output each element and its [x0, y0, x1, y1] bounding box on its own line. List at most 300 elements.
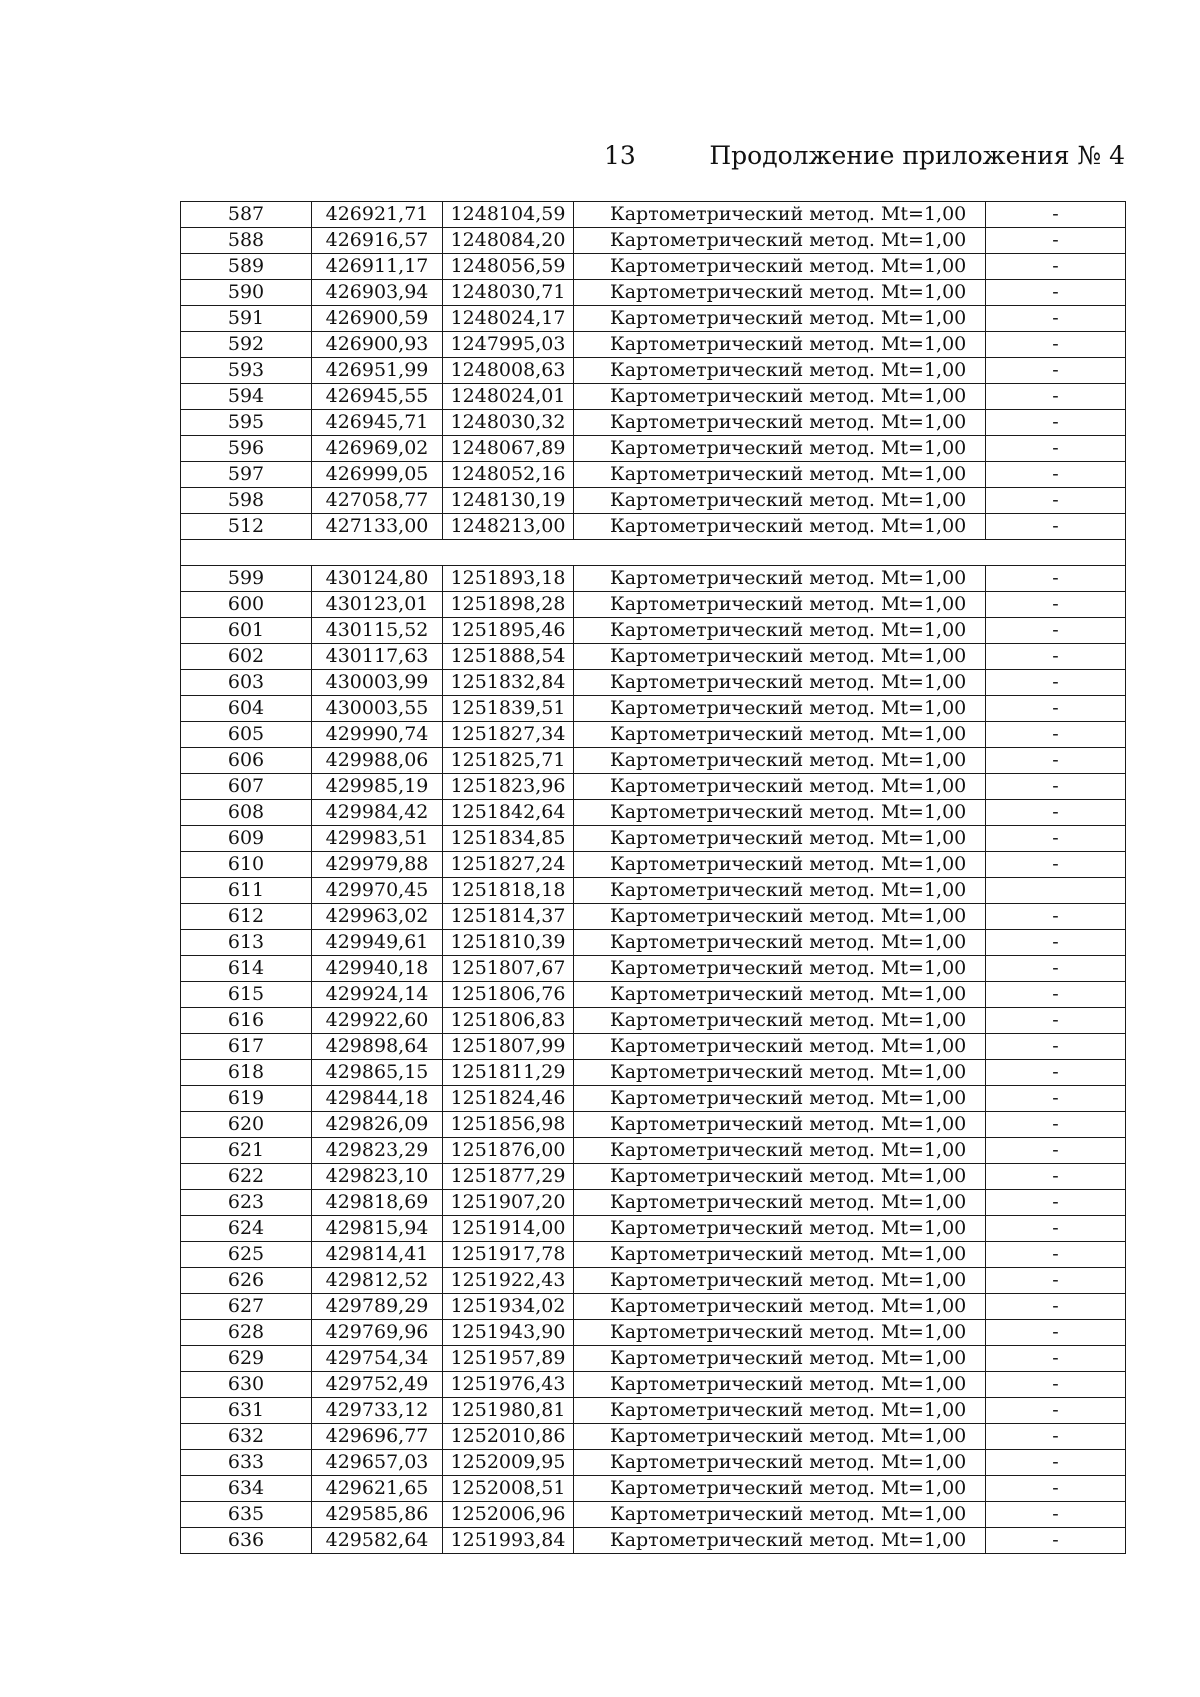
y-coordinate-cell: 1251827,34	[443, 722, 574, 748]
x-coordinate-cell: 429823,29	[312, 1138, 443, 1164]
method-cell: Картометрический метод. Mt=1,00	[574, 956, 986, 982]
x-coordinate-cell: 429754,34	[312, 1346, 443, 1372]
table-row	[181, 1008, 1126, 1034]
note-cell: -	[986, 254, 1126, 280]
point-number-cell: 599	[181, 566, 312, 592]
table-row	[181, 410, 1126, 436]
x-coordinate-cell: 430117,63	[312, 644, 443, 670]
point-number-cell: 590	[181, 280, 312, 306]
method-cell: Картометрический метод. Mt=1,00	[574, 280, 986, 306]
method-cell: Картометрический метод. Mt=1,00	[574, 514, 986, 540]
method-cell: Картометрический метод. Mt=1,00	[574, 1190, 986, 1216]
method-cell: Картометрический метод. Mt=1,00	[574, 748, 986, 774]
method-cell: Картометрический метод. Mt=1,00	[574, 358, 986, 384]
table-row	[181, 1450, 1126, 1476]
point-number-cell: 631	[181, 1398, 312, 1424]
point-number-cell: 588	[181, 228, 312, 254]
note-cell: -	[986, 462, 1126, 488]
method-cell: Картометрический метод. Mt=1,00	[574, 904, 986, 930]
point-number-cell: 596	[181, 436, 312, 462]
y-coordinate-cell: 1248052,16	[443, 462, 574, 488]
x-coordinate-cell: 426900,59	[312, 306, 443, 332]
x-coordinate-cell: 426945,55	[312, 384, 443, 410]
note-cell: -	[986, 1268, 1126, 1294]
note-cell: -	[986, 592, 1126, 618]
note-cell: -	[986, 1138, 1126, 1164]
table-row	[181, 202, 1126, 228]
method-cell: Картометрический метод. Mt=1,00	[574, 1086, 986, 1112]
method-cell: Картометрический метод. Mt=1,00	[574, 306, 986, 332]
y-coordinate-cell: 1251922,43	[443, 1268, 574, 1294]
y-coordinate-cell: 1247995,03	[443, 332, 574, 358]
method-cell: Картометрический метод. Mt=1,00	[574, 1034, 986, 1060]
table-row	[181, 1320, 1126, 1346]
x-coordinate-cell: 429752,49	[312, 1372, 443, 1398]
table-row	[181, 930, 1126, 956]
y-coordinate-cell: 1251888,54	[443, 644, 574, 670]
y-coordinate-cell: 1248130,19	[443, 488, 574, 514]
y-coordinate-cell: 1251807,67	[443, 956, 574, 982]
point-number-cell: 598	[181, 488, 312, 514]
point-number-cell: 613	[181, 930, 312, 956]
y-coordinate-cell: 1251827,24	[443, 852, 574, 878]
y-coordinate-cell: 1252006,96	[443, 1502, 574, 1528]
method-cell: Картометрический метод. Mt=1,00	[574, 410, 986, 436]
note-cell: -	[986, 410, 1126, 436]
x-coordinate-cell: 429814,41	[312, 1242, 443, 1268]
table-row	[181, 618, 1126, 644]
x-coordinate-cell: 429621,65	[312, 1476, 443, 1502]
table-row	[181, 1476, 1126, 1502]
point-number-cell: 589	[181, 254, 312, 280]
x-coordinate-cell: 429898,64	[312, 1034, 443, 1060]
point-number-cell: 623	[181, 1190, 312, 1216]
method-cell: Картометрический метод. Mt=1,00	[574, 1294, 986, 1320]
y-coordinate-cell: 1251834,85	[443, 826, 574, 852]
point-number-cell: 632	[181, 1424, 312, 1450]
note-cell: -	[986, 488, 1126, 514]
method-cell: Картометрический метод. Mt=1,00	[574, 1138, 986, 1164]
method-cell: Картометрический метод. Mt=1,00	[574, 1372, 986, 1398]
table-row	[181, 514, 1126, 540]
table-row	[181, 1528, 1126, 1554]
x-coordinate-cell: 427133,00	[312, 514, 443, 540]
point-number-cell: 624	[181, 1216, 312, 1242]
x-coordinate-cell: 426969,02	[312, 436, 443, 462]
x-coordinate-cell: 429985,19	[312, 774, 443, 800]
x-coordinate-cell: 427058,77	[312, 488, 443, 514]
point-number-cell: 612	[181, 904, 312, 930]
appendix-title: Продолжение приложения № 4	[709, 141, 1125, 170]
table-row	[181, 722, 1126, 748]
point-number-cell: 615	[181, 982, 312, 1008]
note-cell: -	[986, 1450, 1126, 1476]
note-cell: -	[986, 930, 1126, 956]
note-cell: -	[986, 774, 1126, 800]
method-cell: Картометрический метод. Mt=1,00	[574, 722, 986, 748]
note-cell: -	[986, 722, 1126, 748]
x-coordinate-cell: 426903,94	[312, 280, 443, 306]
method-cell: Картометрический метод. Mt=1,00	[574, 696, 986, 722]
point-number-cell: 620	[181, 1112, 312, 1138]
x-coordinate-cell: 429733,12	[312, 1398, 443, 1424]
x-coordinate-cell: 429826,09	[312, 1112, 443, 1138]
table-row	[181, 1138, 1126, 1164]
table-row	[181, 228, 1126, 254]
method-cell: Картометрический метод. Mt=1,00	[574, 202, 986, 228]
x-coordinate-cell: 429983,51	[312, 826, 443, 852]
method-cell: Картометрический метод. Mt=1,00	[574, 1242, 986, 1268]
method-cell: Картометрический метод. Mt=1,00	[574, 1476, 986, 1502]
y-coordinate-cell: 1251825,71	[443, 748, 574, 774]
note-cell: -	[986, 1008, 1126, 1034]
point-number-cell: 593	[181, 358, 312, 384]
point-number-cell: 614	[181, 956, 312, 982]
y-coordinate-cell: 1251877,29	[443, 1164, 574, 1190]
note-cell: -	[986, 800, 1126, 826]
note-cell: -	[986, 1190, 1126, 1216]
x-coordinate-cell: 429865,15	[312, 1060, 443, 1086]
table-row	[181, 358, 1126, 384]
y-coordinate-cell: 1248213,00	[443, 514, 574, 540]
method-cell: Картометрический метод. Mt=1,00	[574, 1502, 986, 1528]
x-coordinate-cell: 429990,74	[312, 722, 443, 748]
table-row	[181, 696, 1126, 722]
method-cell: Картометрический метод. Mt=1,00	[574, 1060, 986, 1086]
table-row	[181, 982, 1126, 1008]
x-coordinate-cell: 426999,05	[312, 462, 443, 488]
table-row	[181, 436, 1126, 462]
table-row	[181, 306, 1126, 332]
point-number-cell: 608	[181, 800, 312, 826]
note-cell: -	[986, 1294, 1126, 1320]
method-cell: Картометрический метод. Mt=1,00	[574, 1528, 986, 1554]
point-number-cell: 629	[181, 1346, 312, 1372]
table-row	[181, 1242, 1126, 1268]
x-coordinate-cell: 429924,14	[312, 982, 443, 1008]
separator-cell	[181, 540, 1126, 566]
note-cell: -	[986, 436, 1126, 462]
x-coordinate-cell: 426900,93	[312, 332, 443, 358]
y-coordinate-cell: 1248104,59	[443, 202, 574, 228]
separator-row	[181, 540, 1126, 566]
x-coordinate-cell: 429922,60	[312, 1008, 443, 1034]
table-row	[181, 1216, 1126, 1242]
x-coordinate-cell: 429988,06	[312, 748, 443, 774]
table-row	[181, 1346, 1126, 1372]
x-coordinate-cell: 426945,71	[312, 410, 443, 436]
table-row	[181, 878, 1126, 904]
table-row	[181, 280, 1126, 306]
x-coordinate-cell: 429657,03	[312, 1450, 443, 1476]
note-cell: -	[986, 1346, 1126, 1372]
x-coordinate-cell: 430003,99	[312, 670, 443, 696]
note-cell: -	[986, 904, 1126, 930]
point-number-cell: 617	[181, 1034, 312, 1060]
y-coordinate-cell: 1251842,64	[443, 800, 574, 826]
y-coordinate-cell: 1248030,32	[443, 410, 574, 436]
point-number-cell: 611	[181, 878, 312, 904]
table-row	[181, 1086, 1126, 1112]
y-coordinate-cell: 1251893,18	[443, 566, 574, 592]
method-cell: Картометрический метод. Mt=1,00	[574, 592, 986, 618]
note-cell: -	[986, 1242, 1126, 1268]
table-row	[181, 332, 1126, 358]
table-row	[181, 904, 1126, 930]
point-number-cell: 597	[181, 462, 312, 488]
y-coordinate-cell: 1251876,00	[443, 1138, 574, 1164]
table-row	[181, 592, 1126, 618]
table-row	[181, 748, 1126, 774]
method-cell: Картометрический метод. Mt=1,00	[574, 1346, 986, 1372]
note-cell: -	[986, 332, 1126, 358]
table-row	[181, 1424, 1126, 1450]
x-coordinate-cell: 426911,17	[312, 254, 443, 280]
y-coordinate-cell: 1251943,90	[443, 1320, 574, 1346]
note-cell: -	[986, 1528, 1126, 1554]
x-coordinate-cell: 429769,96	[312, 1320, 443, 1346]
note-cell: -	[986, 852, 1126, 878]
table-row	[181, 1190, 1126, 1216]
note-cell: -	[986, 202, 1126, 228]
table-row	[181, 1294, 1126, 1320]
note-cell: -	[986, 644, 1126, 670]
y-coordinate-cell: 1251823,96	[443, 774, 574, 800]
point-number-cell: 592	[181, 332, 312, 358]
x-coordinate-cell: 429844,18	[312, 1086, 443, 1112]
point-number-cell: 635	[181, 1502, 312, 1528]
y-coordinate-cell: 1251917,78	[443, 1242, 574, 1268]
table-row	[181, 644, 1126, 670]
table-row	[181, 566, 1126, 592]
table-row	[181, 956, 1126, 982]
method-cell: Картометрический метод. Mt=1,00	[574, 1268, 986, 1294]
x-coordinate-cell: 429815,94	[312, 1216, 443, 1242]
note-cell: -	[986, 1502, 1126, 1528]
note-cell: -	[986, 1060, 1126, 1086]
x-coordinate-cell: 429696,77	[312, 1424, 443, 1450]
note-cell: -	[986, 956, 1126, 982]
x-coordinate-cell: 429963,02	[312, 904, 443, 930]
point-number-cell: 630	[181, 1372, 312, 1398]
y-coordinate-cell: 1248024,17	[443, 306, 574, 332]
note-cell: -	[986, 1424, 1126, 1450]
table-row	[181, 852, 1126, 878]
note-cell: -	[986, 748, 1126, 774]
point-number-cell: 512	[181, 514, 312, 540]
note-cell: -	[986, 670, 1126, 696]
note-cell: -	[986, 618, 1126, 644]
point-number-cell: 622	[181, 1164, 312, 1190]
method-cell: Картометрический метод. Mt=1,00	[574, 566, 986, 592]
note-cell: -	[986, 1034, 1126, 1060]
method-cell: Картометрический метод. Mt=1,00	[574, 774, 986, 800]
point-number-cell: 587	[181, 202, 312, 228]
note-cell: -	[986, 566, 1126, 592]
point-number-cell: 621	[181, 1138, 312, 1164]
method-cell: Картометрический метод. Mt=1,00	[574, 670, 986, 696]
y-coordinate-cell: 1251980,81	[443, 1398, 574, 1424]
point-number-cell: 605	[181, 722, 312, 748]
x-coordinate-cell: 426921,71	[312, 202, 443, 228]
x-coordinate-cell: 429979,88	[312, 852, 443, 878]
note-cell: -	[986, 696, 1126, 722]
x-coordinate-cell: 430124,80	[312, 566, 443, 592]
point-number-cell: 616	[181, 1008, 312, 1034]
method-cell: Картометрический метод. Mt=1,00	[574, 332, 986, 358]
point-number-cell: 602	[181, 644, 312, 670]
table-row	[181, 1112, 1126, 1138]
method-cell: Картометрический метод. Mt=1,00	[574, 1450, 986, 1476]
note-cell: -	[986, 826, 1126, 852]
method-cell: Картометрический метод. Mt=1,00	[574, 1164, 986, 1190]
table-row	[181, 1060, 1126, 1086]
point-number-cell: 606	[181, 748, 312, 774]
page-number: 13	[604, 141, 636, 170]
method-cell: Картометрический метод. Mt=1,00	[574, 1216, 986, 1242]
point-number-cell: 600	[181, 592, 312, 618]
note-cell: -	[986, 1164, 1126, 1190]
point-number-cell: 595	[181, 410, 312, 436]
note-cell: -	[986, 1476, 1126, 1502]
table-row	[181, 1268, 1126, 1294]
point-number-cell: 591	[181, 306, 312, 332]
y-coordinate-cell: 1248008,63	[443, 358, 574, 384]
x-coordinate-cell: 430115,52	[312, 618, 443, 644]
table-row	[181, 1502, 1126, 1528]
table-row	[181, 800, 1126, 826]
point-number-cell: 604	[181, 696, 312, 722]
table-row	[181, 384, 1126, 410]
method-cell: Картометрический метод. Mt=1,00	[574, 254, 986, 280]
y-coordinate-cell: 1251832,84	[443, 670, 574, 696]
method-cell: Картометрический метод. Mt=1,00	[574, 1424, 986, 1450]
y-coordinate-cell: 1248067,89	[443, 436, 574, 462]
y-coordinate-cell: 1248056,59	[443, 254, 574, 280]
method-cell: Картометрический метод. Mt=1,00	[574, 878, 986, 904]
x-coordinate-cell: 429585,86	[312, 1502, 443, 1528]
point-number-cell: 619	[181, 1086, 312, 1112]
table-row	[181, 774, 1126, 800]
point-number-cell: 601	[181, 618, 312, 644]
method-cell: Картометрический метод. Mt=1,00	[574, 1320, 986, 1346]
table-row	[181, 488, 1126, 514]
y-coordinate-cell: 1248030,71	[443, 280, 574, 306]
y-coordinate-cell: 1251839,51	[443, 696, 574, 722]
point-number-cell: 625	[181, 1242, 312, 1268]
y-coordinate-cell: 1251934,02	[443, 1294, 574, 1320]
table-row	[181, 826, 1126, 852]
x-coordinate-cell: 426951,99	[312, 358, 443, 384]
y-coordinate-cell: 1251914,00	[443, 1216, 574, 1242]
method-cell: Картометрический метод. Mt=1,00	[574, 644, 986, 670]
table-row	[181, 1164, 1126, 1190]
x-coordinate-cell: 426916,57	[312, 228, 443, 254]
method-cell: Картометрический метод. Mt=1,00	[574, 930, 986, 956]
method-cell: Картометрический метод. Mt=1,00	[574, 618, 986, 644]
note-cell: -	[986, 384, 1126, 410]
point-number-cell: 610	[181, 852, 312, 878]
x-coordinate-cell: 430003,55	[312, 696, 443, 722]
table-row	[181, 254, 1126, 280]
point-number-cell: 618	[181, 1060, 312, 1086]
point-number-cell: 628	[181, 1320, 312, 1346]
note-cell: -	[986, 1216, 1126, 1242]
method-cell: Картометрический метод. Mt=1,00	[574, 1008, 986, 1034]
note-cell: -	[986, 1398, 1126, 1424]
y-coordinate-cell: 1251807,99	[443, 1034, 574, 1060]
y-coordinate-cell: 1251814,37	[443, 904, 574, 930]
coordinates-table	[180, 201, 1126, 1554]
method-cell: Картометрический метод. Mt=1,00	[574, 384, 986, 410]
point-number-cell: 627	[181, 1294, 312, 1320]
method-cell: Картометрический метод. Mt=1,00	[574, 852, 986, 878]
point-number-cell: 603	[181, 670, 312, 696]
y-coordinate-cell: 1251806,83	[443, 1008, 574, 1034]
x-coordinate-cell: 429970,45	[312, 878, 443, 904]
note-cell: -	[986, 228, 1126, 254]
method-cell: Картометрический метод. Mt=1,00	[574, 462, 986, 488]
x-coordinate-cell: 429984,42	[312, 800, 443, 826]
y-coordinate-cell: 1252010,86	[443, 1424, 574, 1450]
y-coordinate-cell: 1251810,39	[443, 930, 574, 956]
x-coordinate-cell: 429940,18	[312, 956, 443, 982]
x-coordinate-cell: 429818,69	[312, 1190, 443, 1216]
method-cell: Картометрический метод. Mt=1,00	[574, 1112, 986, 1138]
note-cell: -	[986, 1112, 1126, 1138]
point-number-cell: 626	[181, 1268, 312, 1294]
y-coordinate-cell: 1251895,46	[443, 618, 574, 644]
y-coordinate-cell: 1251856,98	[443, 1112, 574, 1138]
x-coordinate-cell: 429812,52	[312, 1268, 443, 1294]
method-cell: Картометрический метод. Mt=1,00	[574, 1398, 986, 1424]
method-cell: Картометрический метод. Mt=1,00	[574, 800, 986, 826]
note-cell: -	[986, 1320, 1126, 1346]
y-coordinate-cell: 1251811,29	[443, 1060, 574, 1086]
note-cell: -	[986, 1372, 1126, 1398]
method-cell: Картометрический метод. Mt=1,00	[574, 982, 986, 1008]
table-row	[181, 1398, 1126, 1424]
method-cell: Картометрический метод. Mt=1,00	[574, 228, 986, 254]
method-cell: Картометрический метод. Mt=1,00	[574, 488, 986, 514]
table-row	[181, 462, 1126, 488]
note-cell: -	[986, 358, 1126, 384]
note-cell: -	[986, 982, 1126, 1008]
y-coordinate-cell: 1252008,51	[443, 1476, 574, 1502]
y-coordinate-cell: 1251993,84	[443, 1528, 574, 1554]
method-cell: Картометрический метод. Mt=1,00	[574, 436, 986, 462]
x-coordinate-cell: 430123,01	[312, 592, 443, 618]
x-coordinate-cell: 429823,10	[312, 1164, 443, 1190]
x-coordinate-cell: 429949,61	[312, 930, 443, 956]
point-number-cell: 634	[181, 1476, 312, 1502]
note-cell: -	[986, 280, 1126, 306]
note-cell: -	[986, 514, 1126, 540]
y-coordinate-cell: 1251976,43	[443, 1372, 574, 1398]
y-coordinate-cell: 1251824,46	[443, 1086, 574, 1112]
table-row	[181, 670, 1126, 696]
y-coordinate-cell: 1251957,89	[443, 1346, 574, 1372]
y-coordinate-cell: 1248024,01	[443, 384, 574, 410]
coordinates-table-body	[181, 202, 1126, 1554]
y-coordinate-cell: 1248084,20	[443, 228, 574, 254]
point-number-cell: 636	[181, 1528, 312, 1554]
y-coordinate-cell: 1252009,95	[443, 1450, 574, 1476]
method-cell: Картометрический метод. Mt=1,00	[574, 826, 986, 852]
point-number-cell: 633	[181, 1450, 312, 1476]
note-cell: -	[986, 1086, 1126, 1112]
x-coordinate-cell: 429789,29	[312, 1294, 443, 1320]
